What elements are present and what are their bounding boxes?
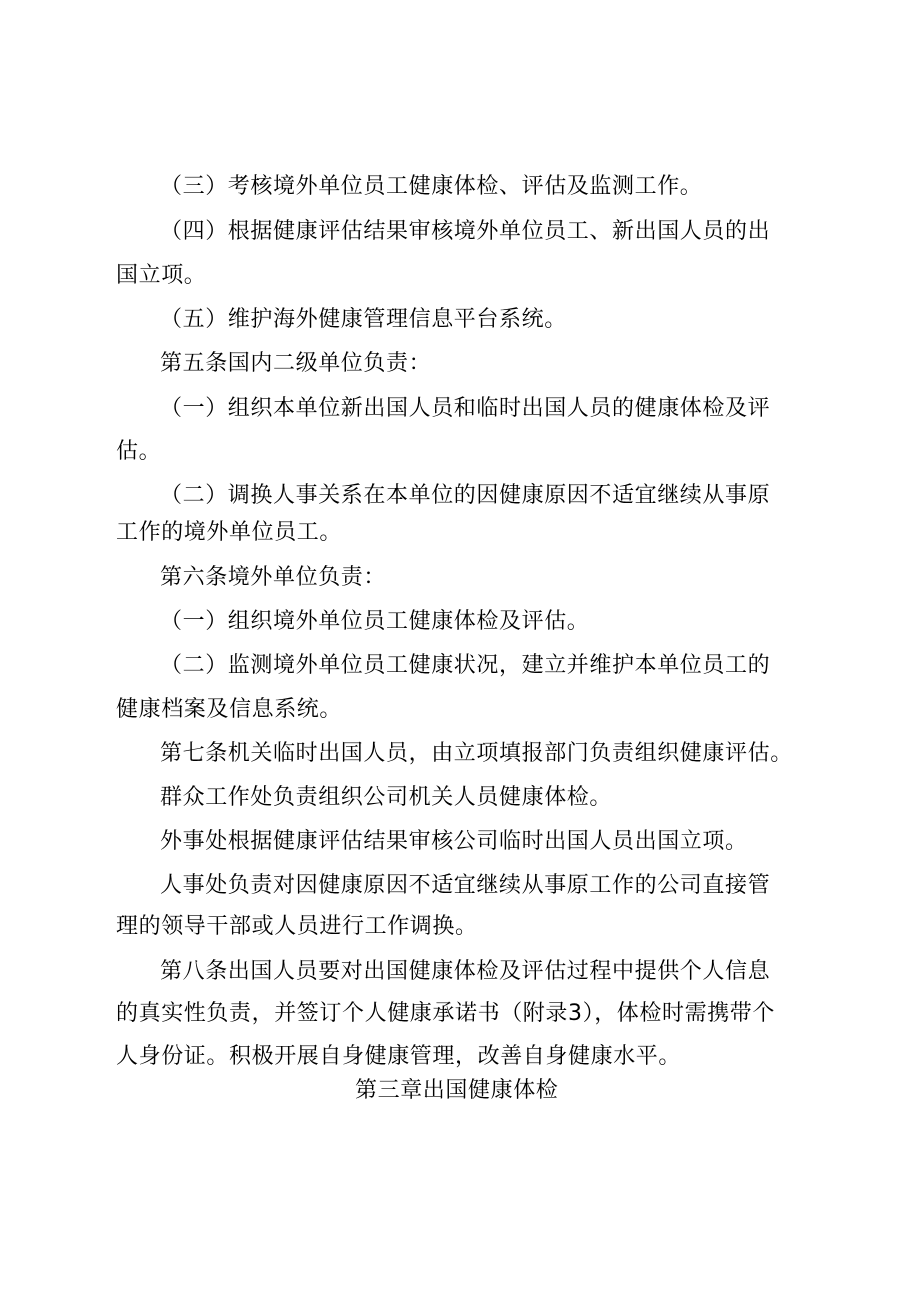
paragraph-line-20: 的真实性负责，并签订个人健康承诺书（附录3），体检时需携带个 [116, 1001, 775, 1026]
paragraph-line-15: 群众工作处负责组织公司机关人员健康体检。 [160, 785, 613, 810]
article-heading-5: 第五条国内二级单位负责： [160, 351, 432, 376]
paragraph-line-2: （四）根据健康评估结果审核境外单位员工、新出国人员的出 [160, 219, 771, 244]
paragraph-line-7: 估。 [116, 439, 162, 464]
paragraph-line-12: （二）监测境外单位员工健康状况，建立并维护本单位员工的 [160, 653, 771, 678]
paragraph-line-13: 健康档案及信息系统。 [116, 697, 343, 722]
paragraph-line-8: （二）调换人事关系在本单位的因健康原因不适宜继续从事原 [160, 483, 771, 508]
chapter-heading: 第三章出国健康体检 [355, 1078, 559, 1103]
article-heading-8: 第八条出国人员要对出国健康体检及评估过程中提供个人信息 [160, 959, 771, 984]
article-heading-7: 第七条机关临时出国人员，由立项填报部门负责组织健康评估。 [160, 741, 793, 766]
paragraph-line-6: （一）组织本单位新出国人员和临时出国人员的健康体检及评 [160, 396, 771, 421]
paragraph-line-9: 工作的境外单位员工。 [116, 520, 343, 545]
paragraph-line-4: （五）维护海外健康管理信息平台系统。 [160, 307, 567, 332]
paragraph-line-11: （一）组织境外单位员工健康体检及评估。 [160, 609, 590, 634]
paragraph-line-1: （三）考核境外单位员工健康体检、评估及监测工作。 [160, 174, 703, 199]
paragraph-line-16: 外事处根据健康评估结果审核公司临时出国人员出国立项。 [160, 829, 748, 854]
paragraph-line-18: 理的领导干部或人员进行工作调换。 [116, 914, 478, 939]
paragraph-line-17: 人事处负责对因健康原因不适宜继续从事原工作的公司直接管 [160, 873, 771, 898]
article-heading-6: 第六条境外单位负责： [160, 565, 387, 590]
paragraph-line-3: 国立项。 [116, 263, 207, 288]
paragraph-line-21: 人身份证。积极开展自身健康管理，改善自身健康水平。 [116, 1044, 682, 1069]
